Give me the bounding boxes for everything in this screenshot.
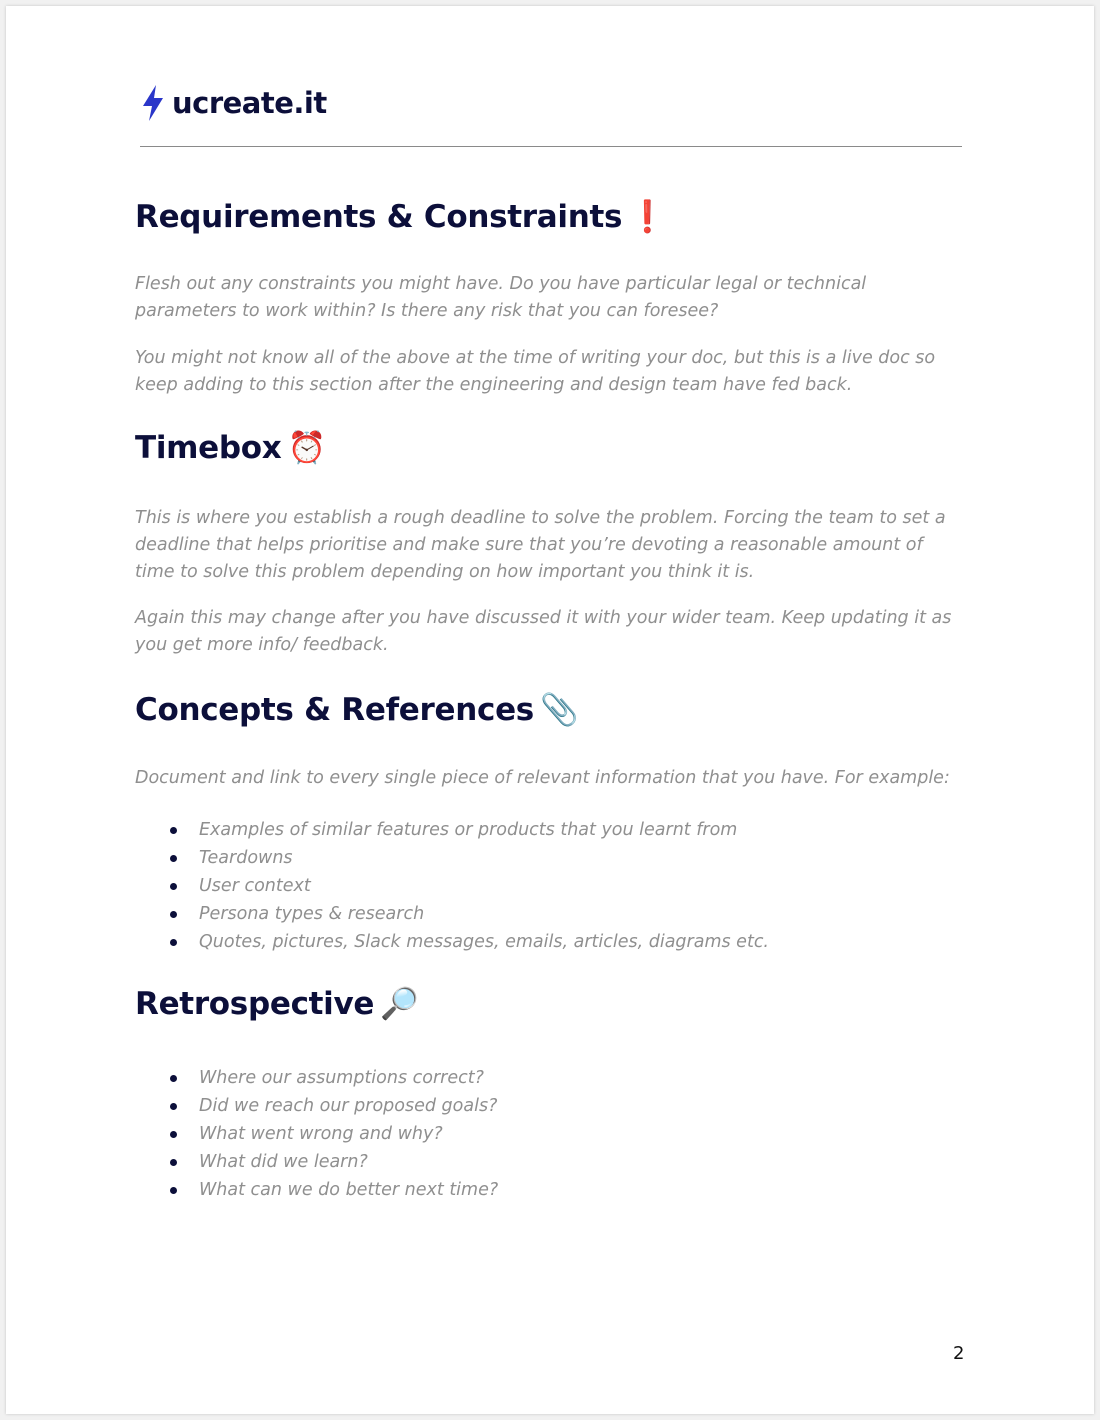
bullet-icon (170, 1187, 177, 1194)
heading-requirements (135, 198, 666, 235)
requirements-paragraph-2: You might not know all of the above at the time of writing your doc, but this is a live doc so keep adding to this section after the engineering and design team have fed back. (135, 348, 936, 395)
list-item-text: User context (199, 876, 311, 896)
bullet-icon (170, 1075, 177, 1082)
heading-timebox-text: Timebox (135, 430, 282, 466)
magnifying-glass-icon: 🔎 (380, 986, 419, 1022)
bullet-icon (170, 1103, 177, 1110)
heading-concepts-text: Concepts & References (135, 692, 534, 728)
list-item (135, 1064, 498, 1092)
list-item-text: Persona types & research (199, 904, 425, 924)
paperclip-icon: 📎 (539, 692, 579, 728)
list-item (135, 872, 769, 900)
list-item (135, 1092, 498, 1120)
bullet-icon (170, 883, 177, 890)
bullet-icon (170, 939, 177, 946)
page-number: 2 (953, 1343, 965, 1364)
list-item-text: Did we reach our proposed goals? (199, 1096, 498, 1116)
bullet-icon (170, 911, 177, 918)
list-item (135, 928, 769, 956)
list-item-text: What did we learn? (199, 1152, 368, 1172)
bullet-icon (170, 1131, 177, 1138)
concepts-intro: Document and link to every single piece of relevant information that you have. For example: (135, 768, 950, 788)
brand-name: ucreate.it (172, 86, 327, 120)
heading-retrospective (135, 985, 418, 1022)
logo (140, 84, 327, 122)
list-item-text: Where our assumptions correct? (199, 1068, 484, 1088)
bullet-icon (170, 855, 177, 862)
timebox-paragraph-2: Again this may change after you have discussed it with your wider team. Keep updating it as you get more info/ feedback. (135, 608, 952, 655)
list-item (135, 816, 769, 844)
heading-timebox (135, 429, 326, 466)
list-item-text: Examples of similar features or products that you learnt from (199, 820, 738, 840)
list-item-text: Quotes, pictures, Slack messages, emails, articles, diagrams etc. (199, 932, 769, 952)
list-item-text: What went wrong and why? (199, 1124, 443, 1144)
heading-concepts (135, 691, 578, 728)
concepts-list (135, 816, 769, 956)
exclamation-icon: ❗ (628, 199, 667, 235)
bullet-icon (170, 827, 177, 834)
document-page (6, 6, 1094, 1414)
list-item (135, 1176, 498, 1204)
bullet-icon (170, 1159, 177, 1166)
lightning-bolt-icon (140, 84, 166, 122)
list-item-text: What can we do better next time? (199, 1180, 499, 1200)
heading-requirements-text: Requirements & Constraints (135, 199, 623, 235)
heading-retrospective-text: Retrospective (135, 986, 375, 1022)
timebox-paragraph-1: This is where you establish a rough deadline to solve the problem. Forcing the team to set a deadline that helps prioritise and make sure that you’re devoting a reasonable amount of time to solve this problem depending on how important you think it is. (135, 508, 946, 582)
retrospective-list (135, 1064, 498, 1204)
list-item (135, 900, 769, 928)
list-item (135, 844, 769, 872)
list-item (135, 1120, 498, 1148)
list-item (135, 1148, 498, 1176)
alarm-clock-icon: ⏰ (287, 430, 326, 466)
list-item-text: Teardowns (199, 848, 293, 868)
requirements-paragraph-1: Flesh out any constraints you might have. Do you have particular legal or technical parameters to work within? Is there any risk that you can foresee? (135, 274, 867, 321)
header-divider (140, 146, 962, 147)
